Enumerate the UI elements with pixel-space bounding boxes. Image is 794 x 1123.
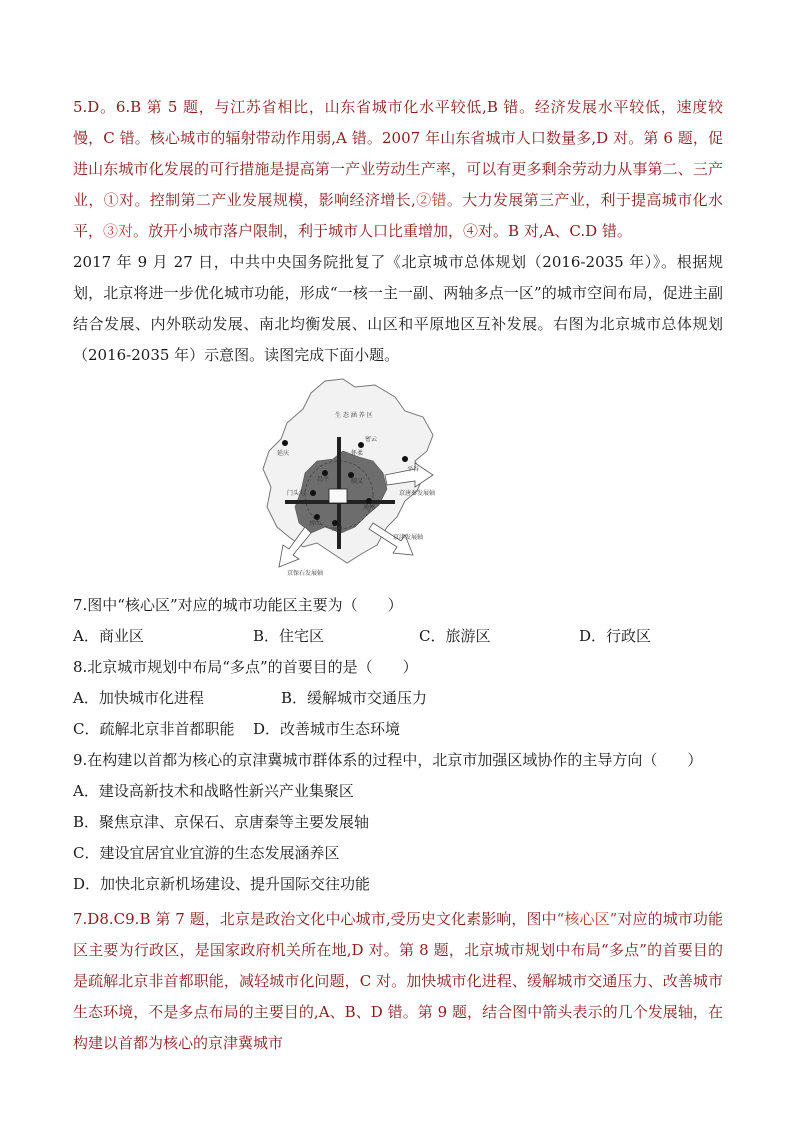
answer-text: 。大力发展第三产业，利于提高城市化水平， xyxy=(73,191,723,240)
core-area xyxy=(329,489,347,503)
option-d: D．改善城市生态环境 xyxy=(253,720,401,738)
option-b: B．住宅区 xyxy=(253,627,325,645)
label-mentougou: 门头沟 xyxy=(287,490,306,497)
label-axis-jinjin: 京津发展轴 xyxy=(393,534,424,541)
option-a: A．建设高新技术和战略性新兴产业集聚区 xyxy=(73,782,354,800)
answer-text: 7.D8.C9.B 第 7 题，北京是政治文化中心城市,受历史文化素影响，图中 xyxy=(73,910,557,928)
answer-text: 对应的城市功能区主要为行政区，是国家政府机关所在地,D 对。第 8 题，北京城市规划中布局“多点”的首要目的是疏解北京非首都职能，减轻城市化问题，C 对。加快城市化进程、缓解城市交通压力、改善城市生态环境，不是多点布局的主要目的,A、B、D 错。第 9 题，结合图中箭头表示的几个发展轴，在构建以首都为核心的京津冀城市 xyxy=(73,910,723,1052)
label-yanqing: 延庆 xyxy=(277,450,290,457)
map-graphic xyxy=(255,377,455,582)
answer-text: 5.D。6.B 第 5 题，与江苏省相比，山东省城市化水平较低,B 错。经济发展水平较低，速度较慢，C 错。核心城市的辐射带动作用弱,A 错。2007 年山东省城市人口数量多,D 对。第 6 题，促进山东城市化发展的可行措施是提高第一产业劳动生产率，可以有更多剩余劳动力从事第二、三产业，①对。控制第二产业发展规模，影响经济增长, xyxy=(73,98,723,209)
answer-highlight: ③对 xyxy=(103,222,134,240)
label-axis-jingtang: 京唐秦发展轴 xyxy=(399,490,436,497)
option-d: D．行政区 xyxy=(579,627,652,645)
answer-highlight: ②错 xyxy=(415,191,447,209)
label-miyun: 密云 xyxy=(365,436,378,443)
question-8-options-row-1 xyxy=(73,683,723,714)
document-page xyxy=(73,92,723,1059)
option-d: D．加快北京新机场建设、提升国际交往功能 xyxy=(73,875,371,893)
answer-text: 。放开小城市落户限制，利于城市人口比重增加，④对。B 对,A、C.D 错。 xyxy=(133,222,632,240)
option-c: C．建设宜居宜业宜游的生态发展涵养区 xyxy=(73,844,340,862)
label-changping: 昌平 xyxy=(317,476,330,483)
label-tongzhou: 通州 xyxy=(363,504,376,511)
option-a: A．加快城市化进程 xyxy=(73,689,204,707)
question-7-options xyxy=(73,621,723,652)
question-intro: 2017 年 9 月 27 日，中共中央国务院批复了《北京城市总体规划（2016-2035 年）》。根据规划，北京将进一步优化城市功能，形成“一核一主一副、两轴多点一区”的城市空间布局，促进主副结合发展、内外联动发展、南北均衡发展、山区和平原地区互补发展。右图为北京城市总体规划（2016-2035 年）示意图。读图完成下面小题。 xyxy=(73,253,723,364)
question-7-stem: 7.图中“核心区”对应的城市功能区主要为（ ） xyxy=(73,596,403,614)
question-8-stem: 8.北京城市规划中布局“多点”的首要目的是（ ） xyxy=(73,658,418,676)
label-huairou: 怀柔 xyxy=(351,450,364,457)
beijing-plan-map xyxy=(255,377,455,582)
label-axis-jingbao: 京保石发展轴 xyxy=(287,570,324,577)
label-pinggu: 平谷 xyxy=(407,466,420,473)
label-ecology-zone: 生 态 涵 养 区 xyxy=(335,412,373,419)
answer-highlight: “核心区” xyxy=(556,910,618,928)
label-daxing: 大兴 xyxy=(331,526,344,533)
option-a: A．商业区 xyxy=(73,627,144,645)
answer-explanation-5-6 xyxy=(73,92,723,247)
label-fangshan: 房山 xyxy=(309,520,322,527)
option-c: C．疏解北京非首都职能 xyxy=(73,720,235,738)
question-8-options-row-2 xyxy=(73,714,723,745)
question-9-stem: 9.在构建以首都为核心的京津冀城市群体系的过程中，北京市加强区域协作的主导方向（ ） xyxy=(73,751,703,769)
option-b: B．缓解城市交通压力 xyxy=(281,689,428,707)
option-c: C．旅游区 xyxy=(419,627,491,645)
label-shunyi: 顺义 xyxy=(351,478,364,485)
option-b: B．聚焦京津、京保石、京唐秦等主要发展轴 xyxy=(73,813,370,831)
answer-explanation-7-9 xyxy=(73,904,723,1059)
